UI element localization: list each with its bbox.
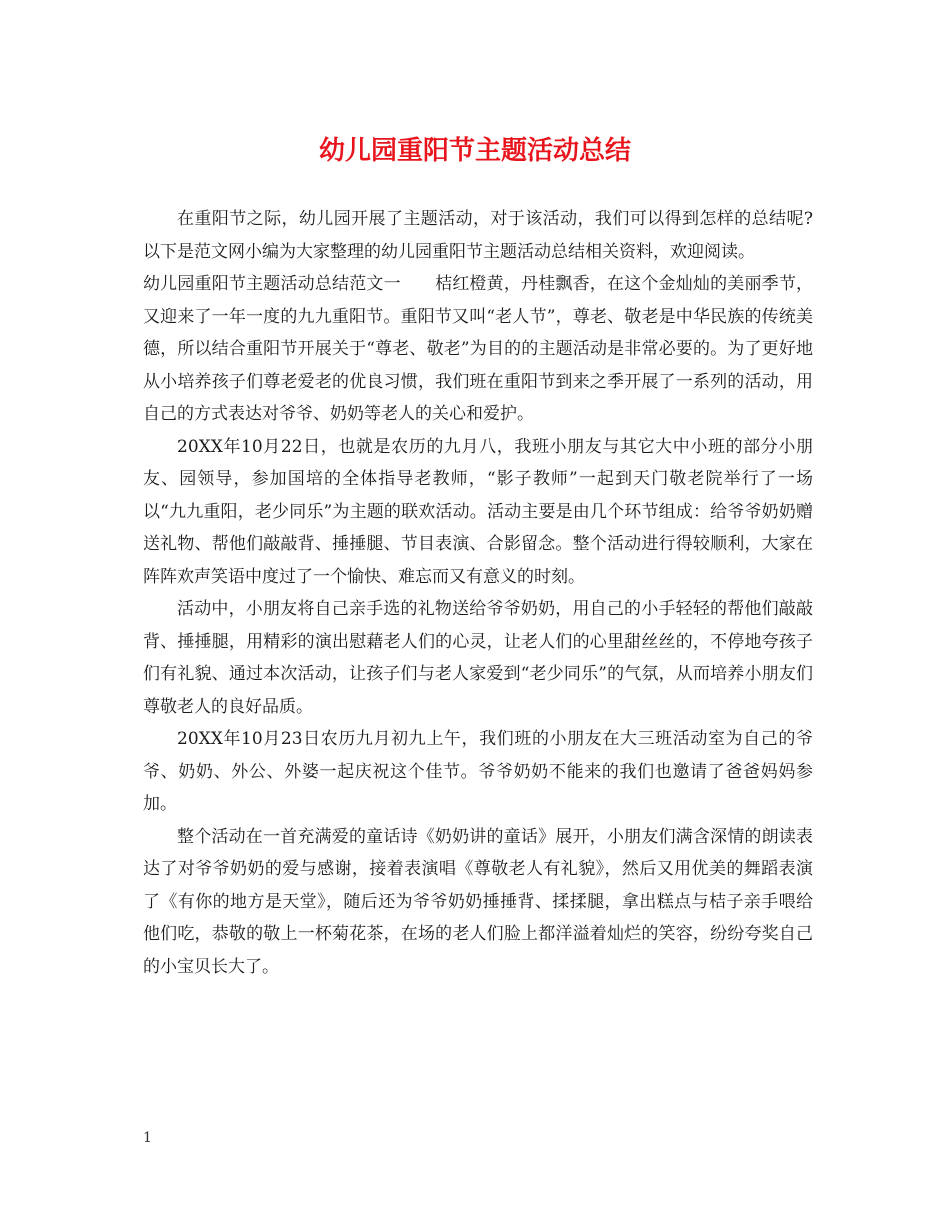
- page-number: 1: [143, 1130, 152, 1146]
- document-title: 幼儿园重阳节主题活动总结: [318, 136, 631, 166]
- body-paragraph-1: 幼儿园重阳节主题活动总结范文一 桔红橙黄，丹桂飘香，在这个金灿灿的美丽季节，又迎来了一年一度的九九重阳节。重阳节又叫“老人节”，尊老、敬老是中华民族的传统美德，所以结合重阳节开展关于“尊老、敬老”为目的的主题活动是非常必要的。为了更好地从小培养孩子们尊老爱老的优良习惯，我们班在重阳节到来之季开展了一系列的活动，用自己的方式表达对爷爷、奶奶等老人的关心和爱护。: [143, 274, 813, 424]
- intro-paragraph: 在重阳节之际，幼儿园开展了主题活动，对于该活动，我们可以得到怎样的总结呢?以下是范文网小编为大家整理的幼儿园重阳节主题活动总结相关资料，欢迎阅读。: [143, 209, 813, 262]
- body-paragraph-4: 20XX年10月23日农历九月初九上午，我们班的小朋友在大三班活动室为自己的爷爷、奶奶、外公、外婆一起庆祝这个佳节。爷爷奶奶不能来的我们也邀请了爸爸妈妈参加。: [143, 729, 813, 814]
- body-paragraph-5: 整个活动在一首充满爱的童话诗《奶奶讲的童话》展开，小朋友们满含深情的朗读表达了对爷爷奶奶的爱与感谢，接着表演唱《尊敬老人有礼貌》，然后又用优美的舞蹈表演了《有你的地方是天堂》，随后还为爷爷奶奶捶捶背、揉揉腿，拿出糕点与桔子亲手喂给他们吃，恭敬的敬上一杯菊花茶，在场的老人们脸上都洋溢着灿烂的笑容，纷纷夸奖自己的小宝贝长大了。: [143, 826, 813, 977]
- body-paragraph-3: 活动中，小朋友将自己亲手选的礼物送给爷爷奶奶，用自己的小手轻轻的帮他们敲敲背、捶捶腿，用精彩的演出慰藉老人们的心灵，让老人们的心里甜丝丝的，不停地夸孩子们有礼貌、通过本次活动，让孩子们与老人家爱到“老少同乐”的气氛，从而培养小朋友们尊敬老人的良好品质。: [143, 599, 813, 717]
- body-paragraph-2: 20XX年10月22日，也就是农历的九月八，我班小朋友与其它大中小班的部分小朋友、园领导，参加国培的全体指导老教师，“影子教师”一起到天门敬老院举行了一场以“九九重阳，老少同乐”为主题的联欢活动。活动主要是由几个环节组成：给爷爷奶奶赠送礼物、帮他们敲敲背、捶捶腿、节目表演、合影留念。整个活动进行得较顺利，大家在阵阵欢声笑语中度过了一个愉快、难忘而又有意义的时刻。: [143, 436, 813, 587]
- document-body: [143, 203, 813, 983]
